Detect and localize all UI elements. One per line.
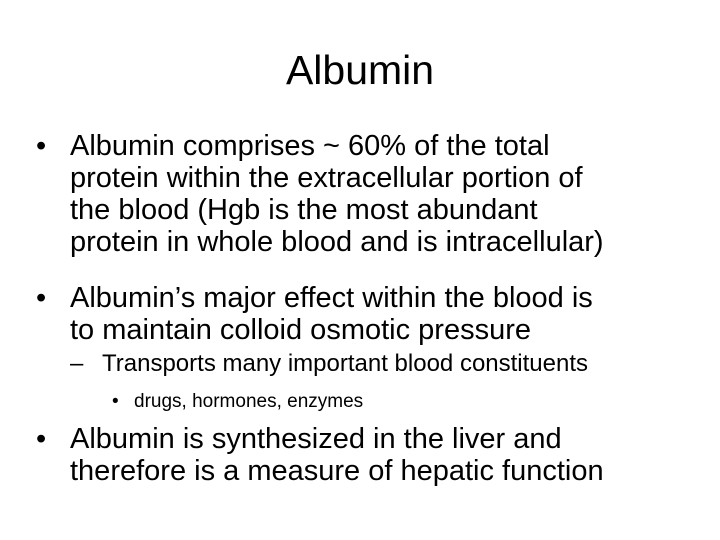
bullet-line: Albumin is synthesized in the liver and — [70, 423, 562, 455]
bullet-3 — [36, 423, 686, 487]
bullet-3-text — [70, 423, 686, 487]
bullet-1-text — [70, 130, 686, 258]
bullet-line: therefore is a measure of hepatic function — [70, 455, 604, 487]
bullet-2-text — [70, 282, 686, 346]
bullet-line: Albumin’s major effect within the blood is — [70, 282, 593, 314]
sub-sub-bullet — [112, 390, 672, 414]
bullet-line: Albumin comprises ~ 60% of the total — [70, 130, 550, 162]
bullet-marker: • — [36, 282, 47, 314]
sub-bullet — [70, 349, 710, 379]
sub-bullet-text: Transports many important blood constituents — [102, 350, 589, 377]
bullet-marker: • — [112, 391, 119, 412]
bullet-1 — [36, 130, 686, 258]
sub-sub-bullet-text: drugs, hormones, enzymes — [134, 391, 364, 412]
bullet-line: protein in whole blood and is intracellular) — [70, 226, 604, 258]
bullet-line: protein within the extracellular portion of — [70, 162, 583, 194]
bullet-2 — [36, 282, 686, 346]
bullet-line: to maintain colloid osmotic pressure — [70, 314, 531, 346]
slide-title: Albumin — [285, 47, 435, 93]
bullet-line: the blood (Hgb is the most abundant — [70, 194, 538, 226]
bullet-marker: • — [36, 130, 47, 162]
dash-marker: – — [70, 350, 84, 377]
bullet-marker: • — [36, 423, 47, 455]
